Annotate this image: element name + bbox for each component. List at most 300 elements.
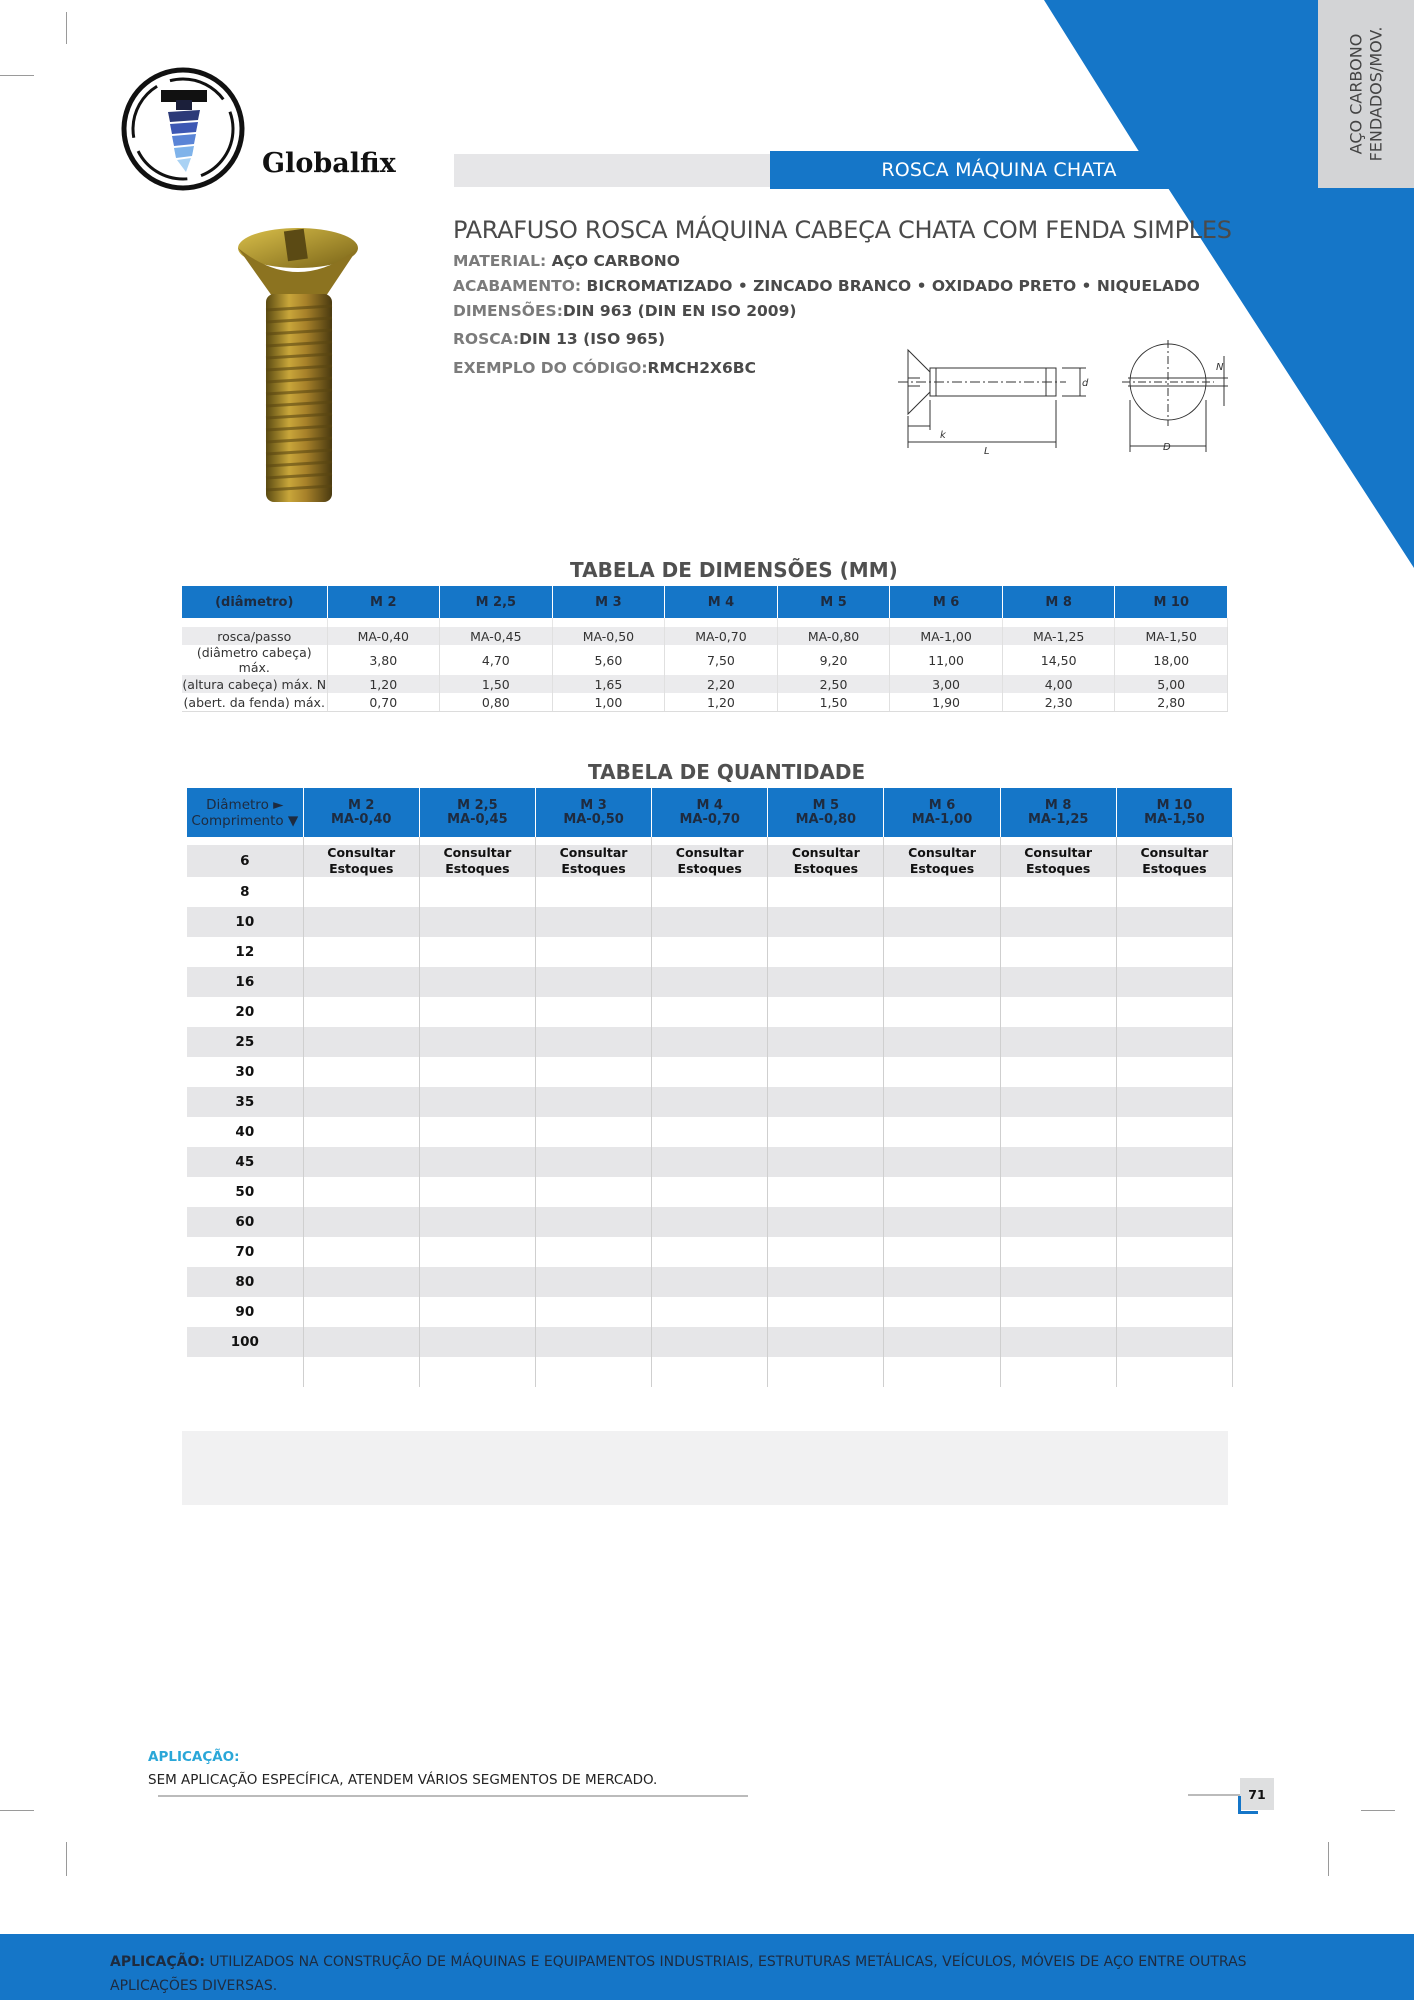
length-cell: 25 [187,1027,303,1057]
table-row [187,1207,1233,1237]
crop-mark [66,1842,67,1876]
category-title: ROSCA MÁQUINA CHATA [881,159,1117,181]
consult-line2: Estoques [445,861,510,876]
consult-line2: Estoques [677,861,742,876]
table-row [187,1027,1233,1057]
quantity-cell [768,1117,884,1147]
quantity-cell [652,967,768,997]
length-cell: 35 [187,1087,303,1117]
drawing-label-D: D [1163,442,1171,453]
quantity-table-title: TABELA DE QUANTIDADE [588,760,866,784]
length-cell: 10 [187,907,303,937]
quantity-cell [1116,1207,1232,1237]
length-cell: 60 [187,1207,303,1237]
spacer-cell [535,837,651,845]
table-cell: 1,50 [440,675,553,693]
table-cell: 2,30 [1002,693,1115,712]
quantity-cell [1116,967,1232,997]
quantity-table [187,788,1233,1387]
consult-line1: Consultar [443,845,512,860]
table-row [187,1237,1233,1267]
quantity-cell [652,937,768,967]
table-header-row [182,586,1228,618]
quantity-cell [884,1357,1000,1387]
quantity-cell [303,907,419,937]
spacer-cell [419,837,535,845]
quantity-cell [652,1087,768,1117]
crop-mark [1361,1810,1395,1811]
column-header: M 5 [777,586,890,618]
length-cell: 20 [187,997,303,1027]
quantity-cell [768,937,884,967]
column-size: M 3 [580,797,607,813]
quantity-cell [535,877,651,907]
quantity-cell [303,1297,419,1327]
table-cell: MA-0,40 [327,627,440,645]
table-cell: 0,80 [440,693,553,712]
quantity-cell [768,845,884,877]
quantity-cell [535,1207,651,1237]
quantity-cell [303,1147,419,1177]
quantity-cell [303,1327,419,1357]
consult-line1: Consultar [675,845,744,860]
table-cell: 3,80 [327,645,440,675]
table-cell: MA-0,70 [665,627,778,645]
quantity-cell [768,1237,884,1267]
notes-box [182,1431,1228,1505]
column-thread: MA-0,50 [563,811,624,827]
quantity-cell [1000,1357,1116,1387]
table-cell: 2,20 [665,675,778,693]
table-row [187,937,1233,967]
consult-line2: Estoques [1026,861,1091,876]
quantity-cell [419,1117,535,1147]
quantity-cell [1000,937,1116,967]
spec-thread [453,330,665,348]
row-label: rosca/passo [182,627,327,645]
quantity-cell [1116,1177,1232,1207]
quantity-cell [652,1297,768,1327]
column-size: M 8 [1044,797,1072,813]
quantity-cell [535,967,651,997]
screw-photo [226,226,376,516]
quantity-cell [652,877,768,907]
spacer-cell [665,618,778,627]
table-cell: 1,90 [890,693,1003,712]
quantity-cell [303,1207,419,1237]
quantity-cell [768,1027,884,1057]
quantity-cell [884,1207,1000,1237]
quantity-cell [303,1087,419,1117]
spec-value: DIN 963 (DIN EN ISO 2009) [562,302,797,320]
quantity-cell [535,1057,651,1087]
consult-line2: Estoques [1142,861,1207,876]
length-cell: 50 [187,1177,303,1207]
table-row [187,1057,1233,1087]
row-label: (altura cabeça) máx. N [182,676,327,692]
table-cell: 18,00 [1115,645,1228,675]
table-row [187,877,1233,907]
quantity-cell [1116,1357,1232,1387]
table-row [187,1117,1233,1147]
length-cell: 12 [187,937,303,967]
quantity-cell [768,1057,884,1087]
quantity-cell [535,937,651,967]
table-cell: MA-1,00 [890,627,1003,645]
table-cell: 9,20 [777,645,890,675]
quantity-cell [1000,907,1116,937]
table-row [182,627,1228,645]
footer-text [110,1950,1310,1998]
column-size: M 6 [928,797,956,813]
table-row [187,1357,1233,1387]
length-cell: 45 [187,1147,303,1177]
spec-label: EXEMPLO DO CÓDIGO: [453,359,648,377]
quantity-cell [419,907,535,937]
quantity-cell [419,1267,535,1297]
quantity-cell [1116,1237,1232,1267]
quantity-cell [1000,967,1116,997]
quantity-cell [1000,1207,1116,1237]
spacer-cell [884,837,1000,845]
quantity-cell [768,1207,884,1237]
table-cell: 2,80 [1115,693,1228,712]
quantity-cell [1116,1267,1232,1297]
table-cell: 1,00 [552,693,665,712]
table-cell: 11,00 [890,645,1003,675]
table-cell: 14,50 [1002,645,1115,675]
quantity-cell [884,1177,1000,1207]
length-cell: 16 [187,967,303,997]
corner-line2: Comprimento ▼ [191,812,299,829]
quantity-cell [535,907,651,937]
quantity-cell [1116,845,1232,877]
table-cell: 4,70 [440,645,553,675]
divider [1188,1794,1240,1796]
column-thread: MA-0,45 [447,811,508,827]
quantity-cell [884,1027,1000,1057]
table-cell: 1,20 [327,675,440,693]
column-size: M 4 [696,797,723,813]
quantity-cell [535,1297,651,1327]
quantity-cell [1116,1147,1232,1177]
quantity-cell [1000,997,1116,1027]
quantity-cell [303,877,419,907]
quantity-cell [303,967,419,997]
quantity-cell [652,1117,768,1147]
quantity-cell [884,997,1000,1027]
quantity-cell [1116,907,1232,937]
table-row [187,1327,1233,1357]
quantity-cell [535,1327,651,1357]
quantity-cell [652,1237,768,1267]
spacer-row [187,837,1233,845]
column-header: M 8 [1002,586,1115,618]
quantity-cell [1000,845,1116,877]
consult-line1: Consultar [327,845,396,860]
table-cell: MA-0,45 [440,627,553,645]
quantity-cell [1000,1057,1116,1087]
dimensions-table [182,586,1228,712]
spacer-cell [187,837,303,845]
quantity-cell [303,1027,419,1057]
table-row [187,1147,1233,1177]
quantity-cell [419,937,535,967]
quantity-cell [768,1177,884,1207]
quantity-cell [768,967,884,997]
quantity-cell [303,1357,419,1387]
consult-line1: Consultar [908,845,976,860]
quantity-cell [652,907,768,937]
quantity-cell [884,1147,1000,1177]
logo-icon [120,66,246,192]
quantity-cell [535,1177,651,1207]
quantity-cell [768,1087,884,1117]
quantity-cell [1000,1147,1116,1177]
drawing-label-k: k [940,430,946,441]
quantity-cell [303,1267,419,1297]
quantity-cell [652,1327,768,1357]
quantity-cell [652,1267,768,1297]
quantity-cell [768,1147,884,1177]
quantity-cell [419,1177,535,1207]
row-label: (abert. da fenda) máx. [182,693,327,712]
spacer-cell [1116,837,1232,845]
row-label: (diâmetro cabeça) máx. [182,645,327,675]
drawing-label-d: d [1082,378,1089,389]
quantity-cell [1116,1297,1232,1327]
quantity-cell [884,1237,1000,1267]
table-row [187,1177,1233,1207]
corner-header [187,788,303,837]
consult-line1: Consultar [1140,845,1209,860]
consult-line1: Consultar [791,845,860,860]
table-row [187,1087,1233,1117]
quantity-cell [535,1237,651,1267]
column-size: M 2 [347,797,375,813]
column-thread: MA-0,70 [679,811,740,827]
quantity-cell [303,997,419,1027]
quantity-cell [652,1147,768,1177]
quantity-cell [884,877,1000,907]
column-header [1116,788,1232,837]
spacer-row [182,618,1228,627]
side-tab-line1: AÇO CARBONO [1346,33,1365,155]
spec-value: BICROMATIZADO • ZINCADO BRANCO • OXIDADO PRETO • NIQUELADO [586,277,1200,295]
spec-label: DIMENSÕES: [453,302,563,320]
quantity-cell [1116,1087,1232,1117]
length-cell: 100 [187,1327,303,1357]
column-size: M 2,5 [457,797,498,813]
dimensions-table-title: TABELA DE DIMENSÕES (MM) [570,558,898,582]
quantity-cell [1000,1117,1116,1147]
quantity-cell [1000,1087,1116,1117]
quantity-cell [768,907,884,937]
quantity-cell [1116,997,1232,1027]
quantity-cell [652,997,768,1027]
quantity-cell [1116,877,1232,907]
spec-label: MATERIAL: [453,252,552,270]
quantity-cell [535,1117,651,1147]
spec-label: ACABAMENTO: [453,277,587,295]
quantity-cell [652,845,768,877]
quantity-cell [884,1297,1000,1327]
length-cell: 40 [187,1117,303,1147]
spacer-cell [1115,618,1228,627]
column-header: M 3 [552,586,665,618]
spec-value: RMCH2X6BC [647,359,756,377]
quantity-cell [535,1027,651,1057]
quantity-cell [303,1057,419,1087]
quantity-cell [419,877,535,907]
spacer-cell [777,618,890,627]
quantity-cell [535,1357,651,1387]
column-header: M 4 [665,586,778,618]
quantity-cell [1000,1237,1116,1267]
quantity-cell [884,1117,1000,1147]
quantity-cell [884,845,1000,877]
consult-line2: Estoques [793,861,859,876]
quantity-cell [1000,1297,1116,1327]
consult-line2: Estoques [329,861,394,876]
quantity-cell [303,845,419,877]
table-row [182,675,1228,693]
quantity-cell [1116,1327,1232,1357]
technical-drawing [890,340,1240,460]
divider [158,1795,748,1797]
table-cell: 0,70 [327,693,440,712]
spec-finish [453,277,1200,295]
side-tab-label [1318,0,1414,188]
quantity-cell [419,997,535,1027]
quantity-cell [419,967,535,997]
table-cell: 4,00 [1002,675,1115,693]
spec-value: DIN 13 (ISO 965) [519,330,666,348]
column-header [768,788,884,837]
page-number: 71 [1240,1778,1274,1810]
quantity-cell [1000,1327,1116,1357]
table-cell: MA-0,50 [552,627,665,645]
quantity-cell [884,1057,1000,1087]
consult-line1: Consultar [559,845,628,860]
column-header: M 10 [1115,586,1228,618]
spacer-cell [1002,618,1115,627]
spacer-cell [1000,837,1116,845]
length-cell: 70 [187,1237,303,1267]
column-header [884,788,1000,837]
table-cell: 1,65 [552,675,665,693]
column-header [303,788,419,837]
consult-line2: Estoques [561,861,626,876]
brand-name: Globalfix [262,148,396,179]
column-thread: MA-1,25 [1027,811,1089,827]
table-row [182,693,1228,712]
quantity-cell [303,1237,419,1267]
quantity-cell [535,1267,651,1297]
spacer-cell [890,618,1003,627]
drawing-label-L: L [984,446,990,457]
quantity-cell [535,1087,651,1117]
consult-line1: Consultar [1024,845,1093,860]
footer-label: APLICAÇÃO: [110,1954,205,1970]
table-cell: MA-1,50 [1115,627,1228,645]
spec-dimensions [453,302,796,320]
column-header [652,788,768,837]
application-text: SEM APLICAÇÃO ESPECÍFICA, ATENDEM VÁRIOS SEGMENTOS DE MERCADO. [148,1772,658,1788]
table-cell: 7,50 [665,645,778,675]
quantity-cell [652,1207,768,1237]
table-cell: 5,60 [552,645,665,675]
column-thread: MA-0,80 [795,811,857,827]
table-row [182,645,1228,675]
quantity-cell [652,1057,768,1087]
quantity-cell [884,937,1000,967]
quantity-cell [1000,1267,1116,1297]
column-header [1000,788,1116,837]
quantity-cell [884,1327,1000,1357]
quantity-cell [1116,1117,1232,1147]
quantity-cell [535,1147,651,1177]
spacer-cell [652,837,768,845]
spec-label: ROSCA: [453,330,520,348]
table-cell: 2,50 [777,675,890,693]
quantity-cell [768,1297,884,1327]
table-row [187,1267,1233,1297]
column-header: M 2 [327,586,440,618]
page-corner [1238,1811,1258,1814]
quantity-cell [884,907,1000,937]
table-cell: 1,20 [665,693,778,712]
quantity-cell [419,1027,535,1057]
quantity-cell [303,1117,419,1147]
table-header-row [187,788,1233,837]
quantity-cell [884,967,1000,997]
table-cell: 5,00 [1115,675,1228,693]
length-cell: 6 [187,845,303,877]
quantity-cell [303,1177,419,1207]
table-row [187,1297,1233,1327]
drawing-label-N: N [1216,362,1224,373]
length-cell: 30 [187,1057,303,1087]
spec-code-example [453,359,756,377]
quantity-cell [1000,1177,1116,1207]
side-tab-line2: FENDADOS/MOV. [1366,26,1385,162]
consult-line2: Estoques [909,861,975,876]
quantity-cell [768,1267,884,1297]
header-divider [1228,154,1230,188]
table-row [187,845,1233,877]
quantity-cell [1000,1027,1116,1057]
quantity-cell [768,997,884,1027]
spacer-cell [440,618,553,627]
quantity-cell [652,1177,768,1207]
column-thread: MA-1,00 [911,811,973,827]
corner-line1: Diâmetro ► [206,796,284,813]
quantity-cell [419,1087,535,1117]
quantity-cell [652,1357,768,1387]
table-cell: 3,00 [890,675,1003,693]
table-cell: 1,50 [777,693,890,712]
product-title: PARAFUSO ROSCA MÁQUINA CABEÇA CHATA COM FENDA SIMPLES [453,216,1232,244]
length-cell [187,1357,303,1387]
quantity-cell [884,1087,1000,1117]
quantity-cell [419,1057,535,1087]
quantity-cell [535,845,651,877]
quantity-cell [419,1147,535,1177]
spec-material [453,252,680,270]
column-size: M 10 [1156,797,1193,813]
spacer-cell [327,618,440,627]
